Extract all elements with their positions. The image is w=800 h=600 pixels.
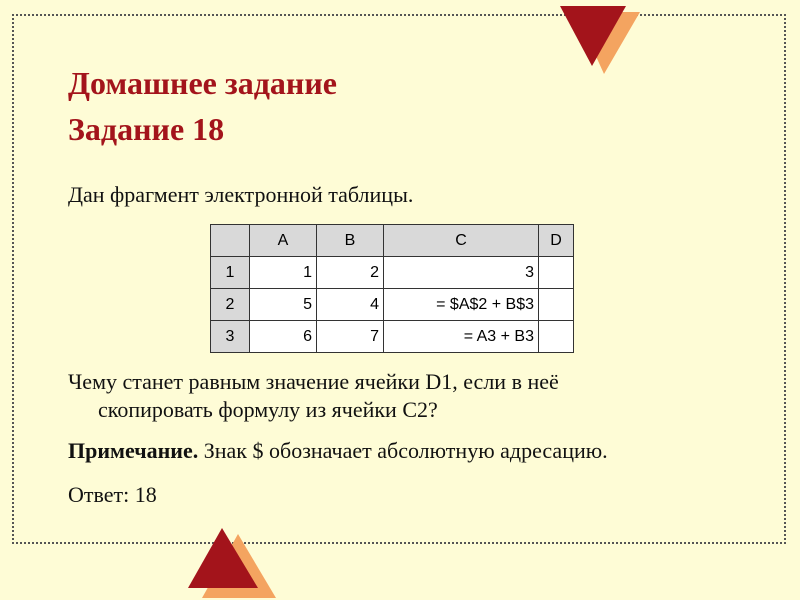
row-header: 3 <box>211 321 250 353</box>
note-label: Примечание. <box>68 438 199 463</box>
title-line-2: Задание 18 <box>68 111 225 147</box>
cell-c1: 3 <box>384 257 539 289</box>
note-body: Знак $ обозначает абсолютную адресацию. <box>198 438 608 463</box>
row-header: 2 <box>211 289 250 321</box>
title-line-1: Домашнее задание <box>68 65 337 101</box>
cell-a1: 1 <box>250 257 317 289</box>
column-header-a: A <box>250 225 317 257</box>
row-header: 1 <box>211 257 250 289</box>
cell-c3: = A3 + B3 <box>384 321 539 353</box>
cell-a3: 6 <box>250 321 317 353</box>
cell-d3 <box>539 321 574 353</box>
header-row <box>211 225 574 257</box>
cell-a2: 5 <box>250 289 317 321</box>
corner-cell <box>211 225 250 257</box>
cell-b2: 4 <box>317 289 384 321</box>
question-line-2: скопировать формулу из ячейки С2? <box>98 397 438 422</box>
column-header-b: B <box>317 225 384 257</box>
cell-d2 <box>539 289 574 321</box>
cell-c2: = $A$2 + B$3 <box>384 289 539 321</box>
column-header-c: C <box>384 225 539 257</box>
cell-b3: 7 <box>317 321 384 353</box>
page-title <box>68 60 337 152</box>
cell-b1: 2 <box>317 257 384 289</box>
table-row <box>211 321 574 353</box>
question-text <box>68 368 728 424</box>
triangle-top-right-decoration <box>556 4 646 78</box>
triangle-bottom-left-decoration <box>186 528 282 600</box>
intro-text: Дан фрагмент электронной таблицы. <box>68 182 414 207</box>
answer-text: Ответ: 18 <box>68 482 157 507</box>
note-text <box>68 438 608 464</box>
column-header-d: D <box>539 225 574 257</box>
table-row <box>211 257 574 289</box>
cell-d1 <box>539 257 574 289</box>
spreadsheet-fragment <box>210 224 574 353</box>
question-line-1: Чему станет равным значение ячейки D1, если в неё <box>68 369 559 394</box>
table-row <box>211 289 574 321</box>
